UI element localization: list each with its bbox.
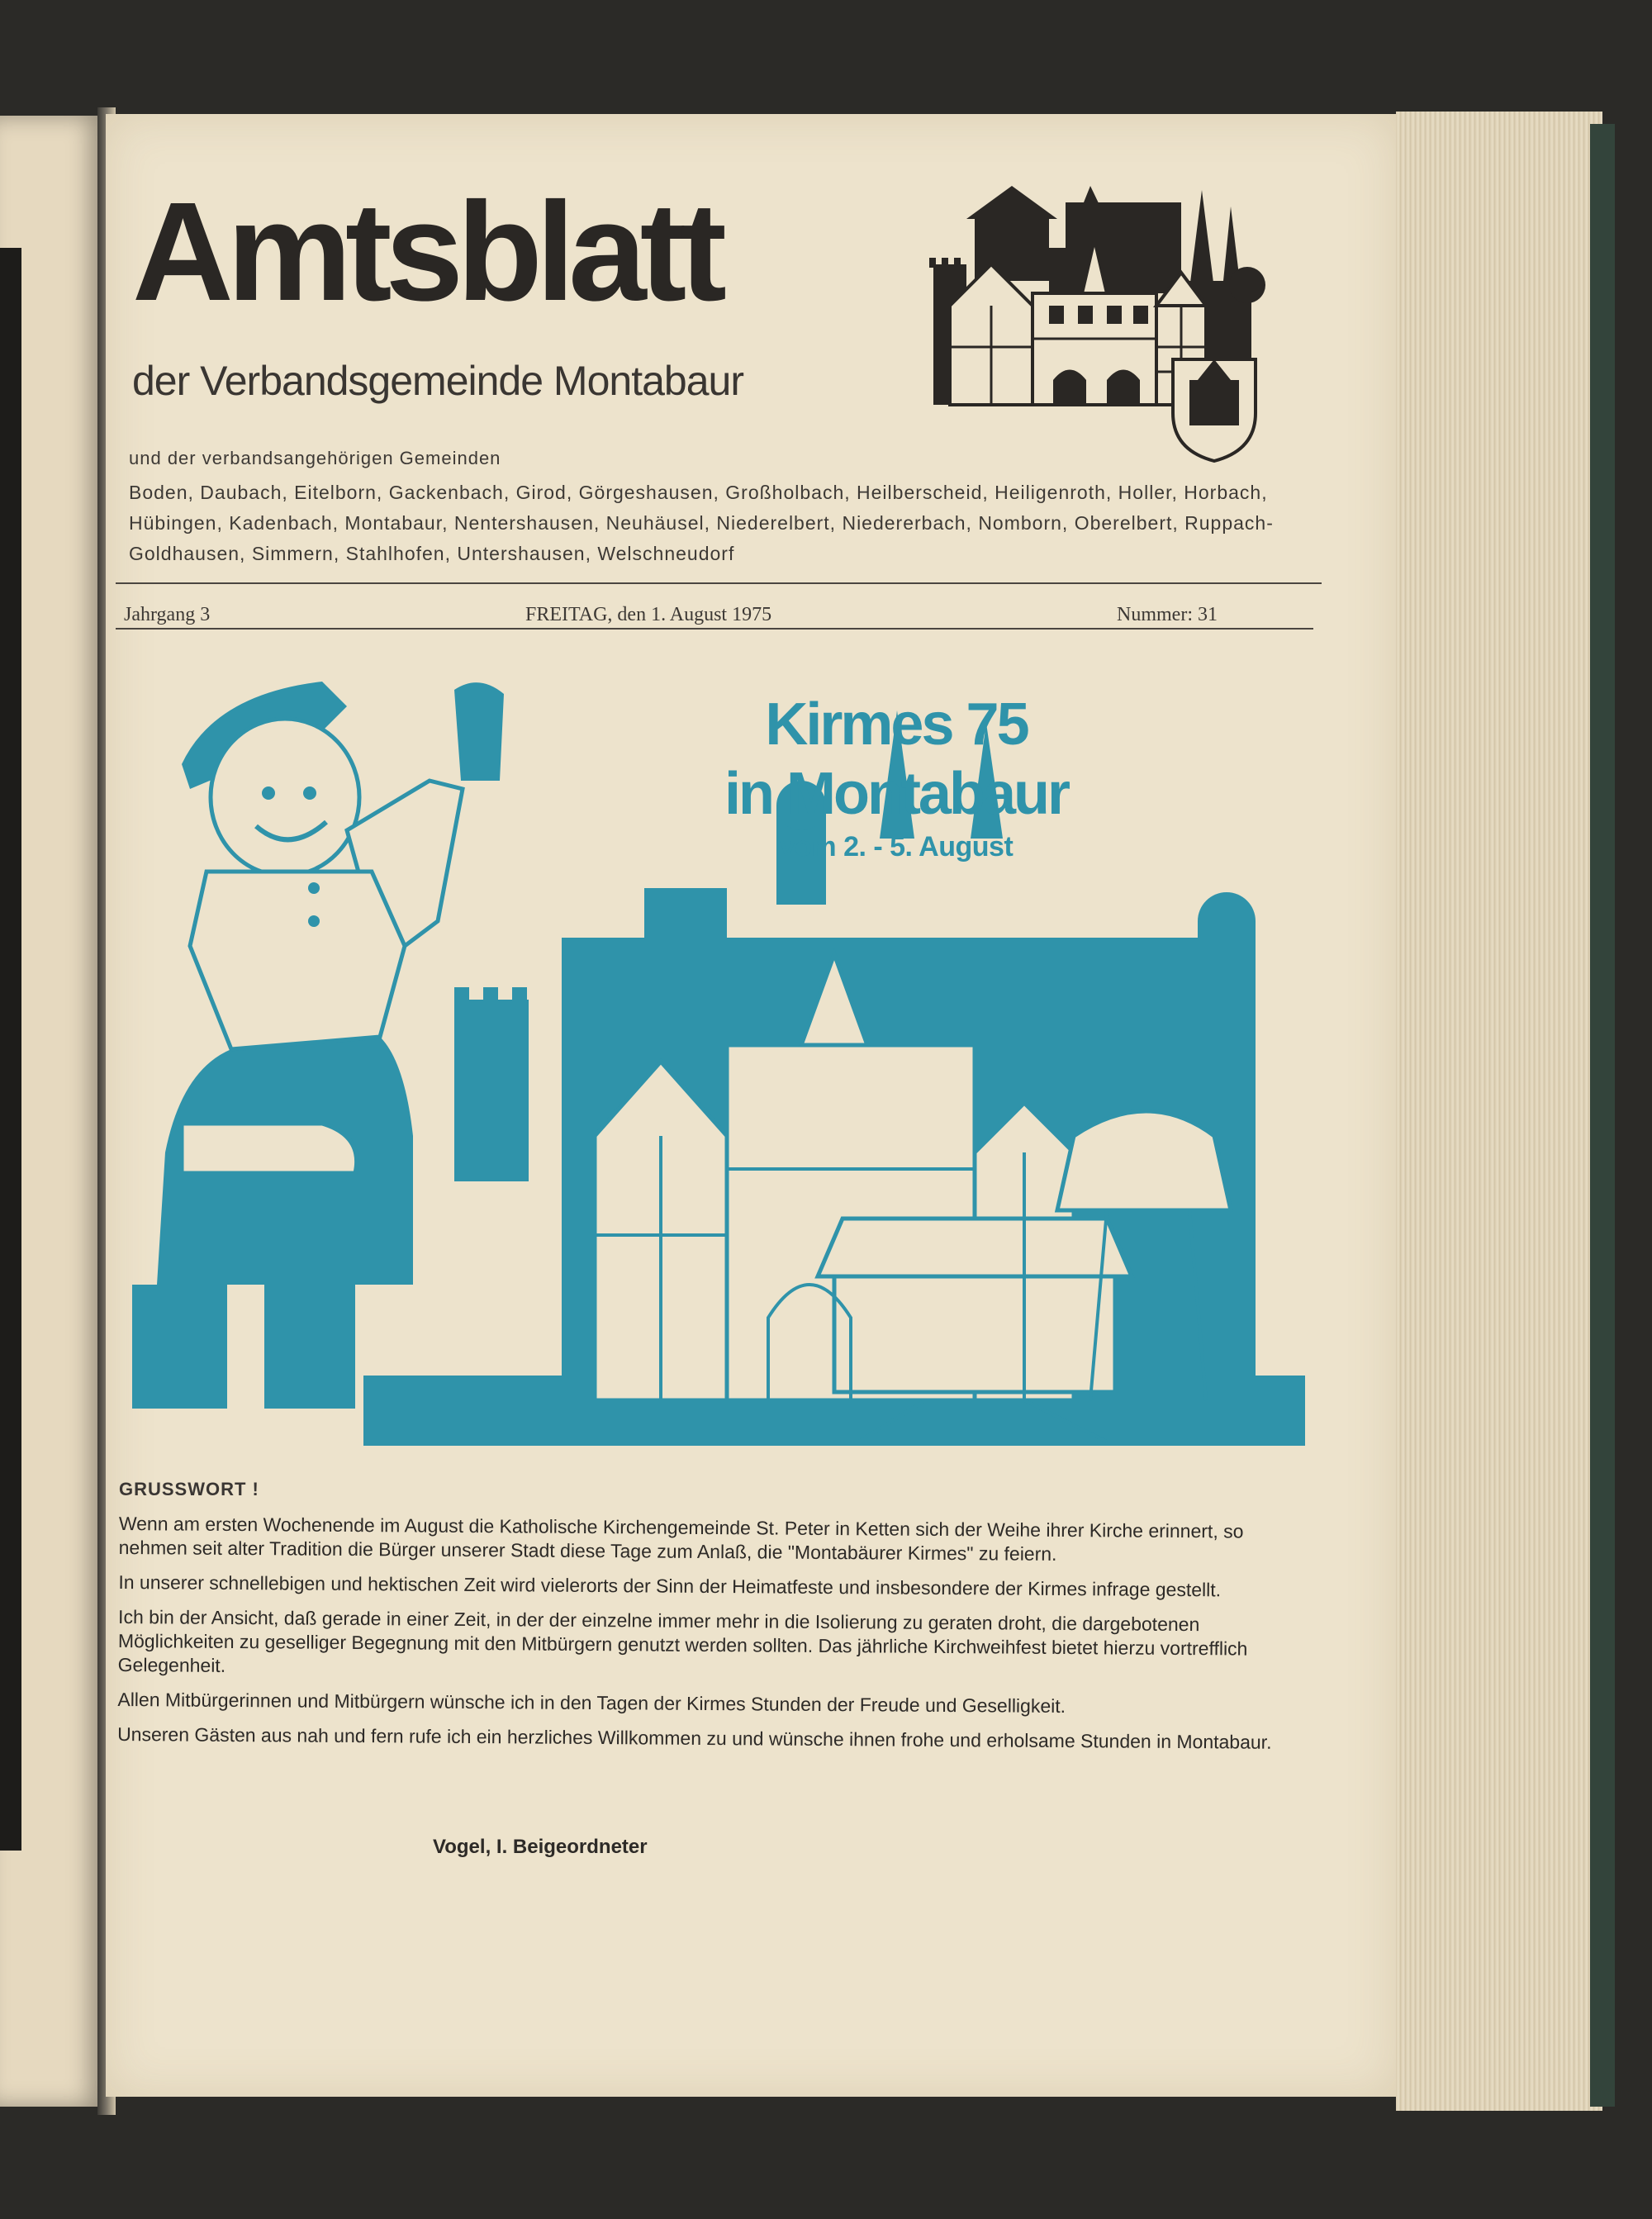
kirmes-headline-line-1: Kirmes 75 — [765, 691, 1028, 758]
greeting-paragraph: Allen Mitbürgerinnen und Mitbürgern wünsche ich in den Tagen der Kirmes Stunden der Freude und Geselligkeit. — [117, 1688, 1066, 1718]
book-cover-edge — [1590, 124, 1615, 2107]
kirmes-dates: vom 2. - 5. August — [779, 831, 1014, 862]
issue-number: Nummer: 31 — [1117, 604, 1218, 625]
greeting-body — [117, 1512, 1308, 1765]
greeting-heading: GRUSSWORT ! — [119, 1479, 259, 1499]
greeting-paragraph: Ich bin der Ansicht, daß gerade in einer Zeit, in der der einzelne immer mehr in die Isolierung zu geraten droht, die dargebotenen Möglichkeiten zu geselliger Begegnung mit den Mitbürgern genutzt werden sollten. Das jährliche Kirchweihfest bietet hierzu vortrefflich Gelegenheit. — [117, 1605, 1248, 1676]
greeting-paragraph: In unserer schnellebigen und hektischen Zeit wird vielerorts der Sinn der Heimatfeste und insbesondere der Kirmes infrage gestellt. — [118, 1570, 1222, 1601]
masthead-rule — [116, 582, 1322, 584]
kirmes-headline — [644, 690, 1148, 829]
municipalities-intro: und der verbandsangehörigen Gemeinden — [129, 448, 501, 468]
municipalities-list: Boden, Daubach, Eitelborn, Gackenbach, Girod, Görgeshausen, Großholbach, Heilberscheid, Heiligenroth, Holler, Horbach, Hübingen, Kadenbach, Montabaur, Nentershausen, Neuhäusel, Niederelbert, Niedererbach, Nomborn, Oberelbert, Ruppach-Goldhausen, Simmern, Stahlhofen, Untershausen, Welschneudorf — [129, 482, 1274, 564]
masthead-subtitle: der Verbandsgemeinde Montabaur — [132, 358, 743, 404]
left-facing-page — [0, 116, 106, 2107]
kirmes-headline-line-2: in Montabaur — [724, 761, 1068, 827]
left-page-dark-strip — [0, 248, 21, 1851]
signature: Vogel, I. Beigeordneter — [433, 1836, 648, 1858]
greeting-paragraph: Unseren Gästen aus nah und fern rufe ich ein herzliches Willkommen zu und wünsche ihnen frohe und erholsame Stunden in Montabaur. — [117, 1722, 1272, 1753]
greeting-paragraph: Wenn am ersten Wochenende im August die Katholische Kirchengemeinde St. Peter in Ketten sich der Weihe ihrer Kirche erinnert, so nehmen seit alter Tradition die Bürger unserer Stadt diese Tage zum Anlaß, die "Montabäurer Kirmes" zu feiern. — [118, 1513, 1244, 1565]
town-skyline-logo-icon — [917, 182, 1272, 463]
issue-date: FREITAG, den 1. August 1975 — [525, 604, 772, 625]
dateline-rule — [116, 628, 1313, 630]
page-edges — [1396, 112, 1602, 2111]
volume-label: Jahrgang 3 — [124, 604, 211, 625]
masthead-title: Amtsblatt — [132, 173, 720, 330]
